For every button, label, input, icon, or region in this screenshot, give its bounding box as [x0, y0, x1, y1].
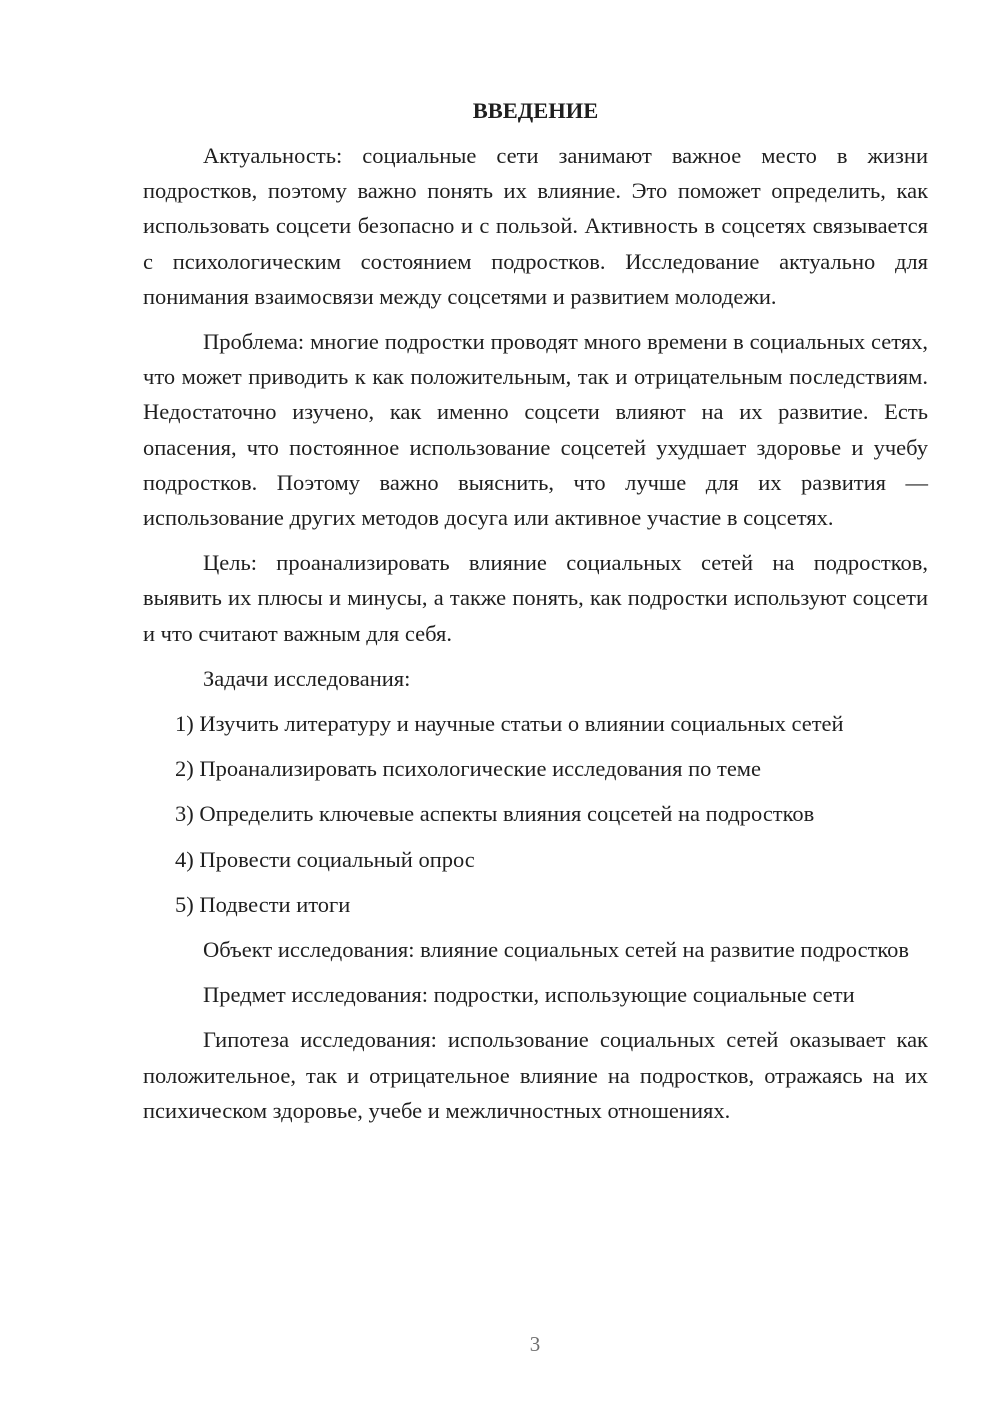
hypothesis-paragraph: Гипотеза исследования: использование социальных сетей оказывает как положительное, так и отрицательное влияние на подростков, отражаясь на их психическом здоровье, учебе и межличностных отношениях. [143, 1027, 928, 1123]
task-item: 5) Подвести итоги [175, 891, 351, 917]
relevance-paragraph: Актуальность: социальные сети занимают важное место в жизни подростков, поэтому важно понять их влияние. Это поможет определить, как использовать соцсети безопасно и с пользой. Активность в соцсетях связывается с психологическим состоянием подростков. Исследование актуально для понимания взаимосвязи между соцсетями и развитием молодежи. [143, 143, 928, 309]
task-item: 2) Проанализировать психологические исследования по теме [175, 756, 762, 782]
task-list [143, 706, 928, 922]
document-body [143, 94, 928, 1138]
section-title: ВВЕДЕНИЕ [472, 98, 599, 123]
subject-paragraph: Предмет исследования: подростки, использующие социальные сети [203, 982, 855, 1008]
page-number: 3 [529, 1332, 541, 1356]
object-paragraph: Объект исследования: влияние социальных сетей на развитие подростков [203, 937, 910, 963]
goal-paragraph: Цель: проанализировать влияние социальных сетей на подростков, выявить их плюсы и минусы, а также понять, как подростки используют соцсети и что считают важным для себя. [143, 550, 928, 646]
task-item: 1) Изучить литературу и научные статьи о влиянии социальных сетей [175, 711, 844, 737]
task-item: 3) Определить ключевые аспекты влияния соцсетей на подростков [175, 801, 815, 827]
task-item: 4) Провести социальный опрос [175, 846, 475, 872]
tasks-heading: Задачи исследования: [203, 665, 411, 691]
problem-paragraph: Проблема: многие подростки проводят много времени в социальных сетях, что может приводить к как положительным, так и отрицательным последствиям. Недостаточно изучено, как именно соцсети влияют на их развитие. Есть опасения, что постоянное использование соцсетей ухудшает здоровье и учебу подростков. Поэтому важно выяснить, что лучше для их развития — использование других методов досуга или активное участие в соцсетях. [143, 329, 928, 531]
